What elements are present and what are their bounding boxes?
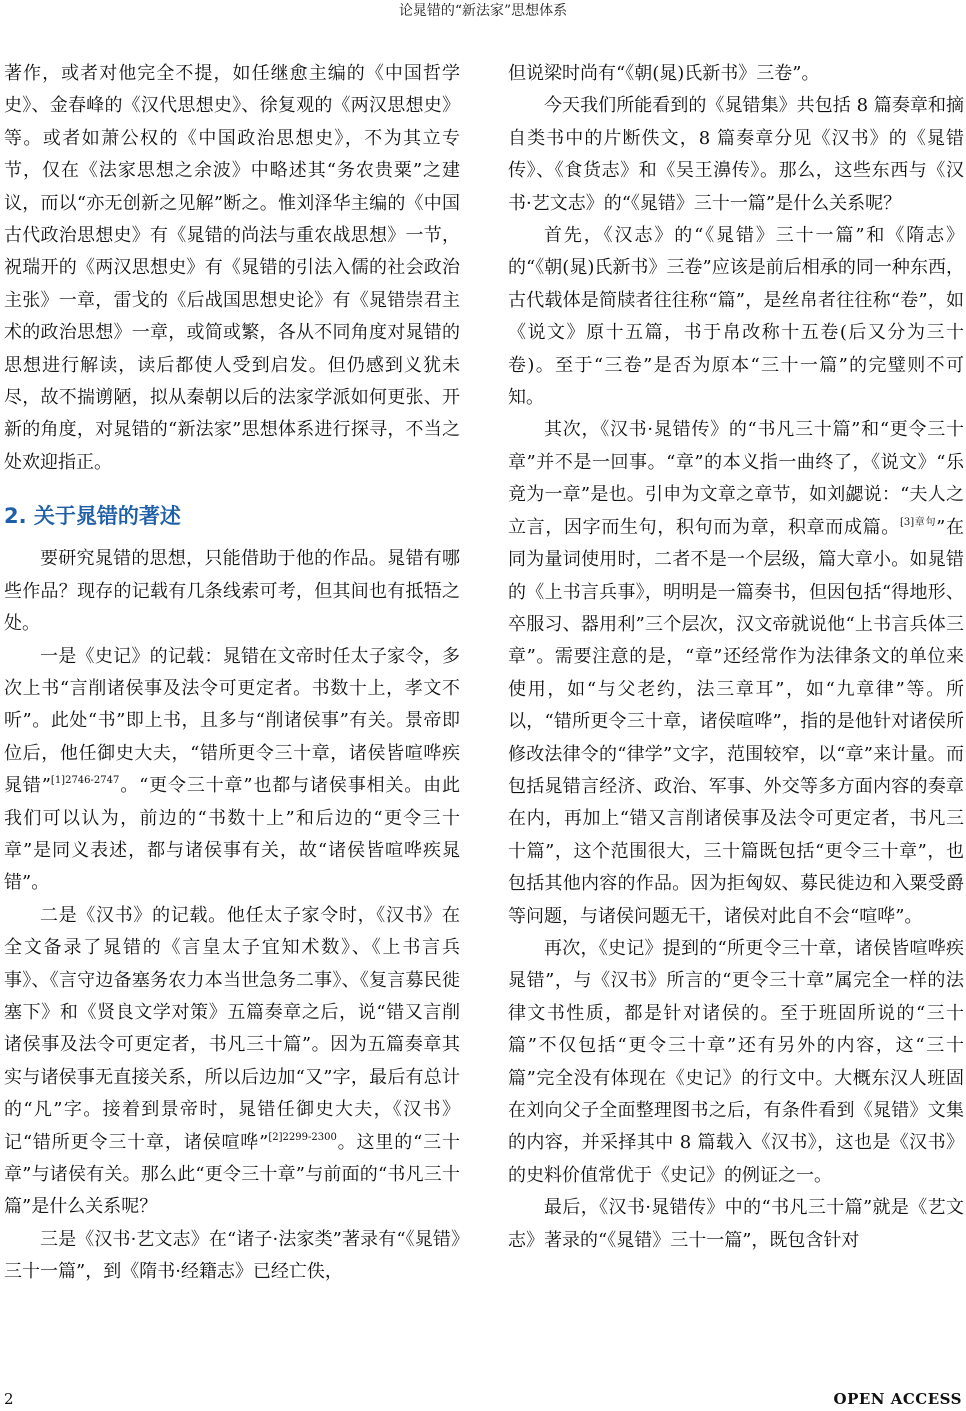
- citation-marker: [1]2746-2747: [50, 775, 120, 787]
- right-column: [508, 58, 964, 1257]
- citation-marker: [2]2299-2300: [268, 1131, 337, 1143]
- paragraph: 但说梁时尚有“《朝(晁)氏新书》三卷”。: [508, 63, 820, 84]
- paragraph: 要研究晁错的思想，只能借助于他的作品。晁错有哪些作品？现存的记载有几条线索可考，但其间也有抵牾之处。: [4, 548, 460, 635]
- paragraph: 再次，《史记》提到的“所更令三十章，诸侯皆喧哗疾晁错”，与《汉书》所言的“更令三十章”属完全一样的法律文书性质，都是针对诸侯的。至于班固所说的“三十篇”不仅包括“更令三十章”还有另外的内容，这“三十篇”完全没有体现在《史记》的行文中。大概东汉人班固在刘向父子全面整理图书之后，有条件看到《晁错》文集的内容，并采择其中 8 篇载入《汉书》，这也是《汉书》的史料价值常优于《史记》的例证之一。: [508, 937, 964, 1186]
- running-header: 论晁错的“新法家”思想体系: [398, 3, 568, 19]
- paragraph: [508, 414, 964, 933]
- open-access-badge: OPEN ACCESS: [833, 1390, 962, 1408]
- paragraph: 今天我们所能看到的《晁错集》共包括 8 篇奏章和摘自类书中的片断佚文，8 篇奏章分见《汉书》的《晁错传》、《食货志》和《吴王濞传》。那么，这些东西与《汉书·艺文志》的“《晁错》三十一篇”是什么关系呢？: [508, 95, 964, 214]
- paragraph: 著作，或者对他完全不提，如任继愈主编的《中国哲学史》、金春峰的《汉代思想史》、徐复观的《两汉思想史》等。或者如萧公权的《中国政治思想史》，不为其立专节，仅在《法家思想之余波》中略述其“务农贵粟”之建议，而以“亦无创新之见解”断之。惟刘泽华主编的《中国古代政治思想史》有《晁错的尚法与重农战思想》一节，祝瑞开的《两汉思想史》有《晁错的引法入儒的社会政治主张》一章，雷戈的《后战国思想史论》有《晁错崇君主术的政治思想》一章，或简或繁，各从不同角度对晁错的思想进行解读，读后都使人受到启发。但仍感到义犹未尽，故不揣谫陋，拟从秦朝以后的法家学派如何更张、开新的角度，对晁错的“新法家”思想体系进行探寻，不当之处欢迎指正。: [4, 63, 460, 473]
- citation-marker: [3]章句: [899, 516, 937, 528]
- paragraph: [4, 900, 460, 1224]
- paragraph-text: 。“更令三十章”也都与诸侯事相关。由此我们可以认为，前边的“书数十上”和后边的“更令三十章”是同义表述，都与诸侯事有关，故“诸侯皆喧哗疾晁错”。: [4, 775, 461, 894]
- paragraph-text: 一是《史记》的记载：晁错在文帝时任太子家令，多次上书“言削诸侯事及法令可更定者。书数十上，孝文不听”。此处“书”即上书，且多与“削诸侯事”有关。景帝即位后，他任御史大夫，“错所更令三十章，诸侯皆喧哗疾晁错”: [4, 645, 460, 797]
- paragraph-text: 二是《汉书》的记载。他任太子家令时，《汉书》在全文备录了晁错的《言皇太子宜知术数》、《上书言兵事》、《言守边备塞务农力本当世急务二事》、《复言募民徙塞下》和《贤良文学对策》五篇奏章之后，说“错又言削诸侯事及法令可更定者，书凡三十篇”。因为五篇奏章其实与诸侯事无直接关系，所以后边加“又”字，最后有总计的“凡”字。接着到景帝时，晁错任御史大夫，《汉书》记“错所更令三十章，诸侯喧哗”: [4, 904, 460, 1153]
- section-heading: 2. 关于晁错的著述: [4, 504, 181, 529]
- paragraph: [4, 641, 460, 900]
- paragraph: 三是《汉书·艺文志》在“诸子·法家类”著录有“《晁错》三十一篇”，到《隋书·经籍志》已经亡佚，: [4, 1228, 460, 1283]
- paragraph-text: 其次，《汉书·晁错传》的“书凡三十篇”和“更令三十章”并不是一回事。“章”的本义指一曲终了，《说文》“乐竟为一章”是也。引申为文章之章节，如刘勰说：“夫人之立言，因字而生句，积句而为章，积章而成篇。: [508, 419, 964, 538]
- left-column: [4, 58, 460, 1289]
- paragraph: 首先，《汉志》的“《晁错》三十一篇”和《隋志》的“《朝(晁)氏新书》三卷”应该是前后相承的同一种东西，古代载体是简牍者往往称“篇”，是丝帛者往往称“卷”，如《说文》原十五篇，书于帛改称十五卷(后又分为三十卷)。至于“三卷”是否为原本“三十一篇”的完璧则不可知。: [508, 225, 964, 409]
- paragraph: 最后，《汉书·晁错传》中的“书凡三十篇”就是《艺文志》著录的“《晁错》三十一篇”，既包含针对: [508, 1197, 964, 1251]
- paragraph-text: ”在同为量词使用时，二者不是一个层级，篇大章小。如晁错的《上书言兵事》，明明是一篇奏书，但因包括“得地形、卒服习、器用利”三个层次，汉文帝就说他“上书言兵体三章”。需要注意的是，“章”还经常作为法律条文的单位来使用，如“与父老约，法三章耳”，如“九章律”等。所以，“错所更令三十章，诸侯喧哗”，指的是他针对诸侯所修改法律令的“律学”文字，范围较窄，以“章”来计量。而包括晁错言经济、政治、军事、外交等多方面内容的奏章在内，再加上“错又言削诸侯事及法令可更定者，书凡三十篇”，这个范围很大，三十篇既包括“更令三十章”，也包括其他内容的作品。因为拒匈奴、募民徙边和入粟受爵等问题，与诸侯问题无干，诸侯对此自不会“喧哗”。: [508, 516, 965, 927]
- paragraph-text: 。这里的“三十章”与诸侯有关。那么此“更令三十章”与前面的“书凡三十篇”是什么关系呢？: [4, 1131, 461, 1218]
- page-number: 2: [4, 1390, 14, 1408]
